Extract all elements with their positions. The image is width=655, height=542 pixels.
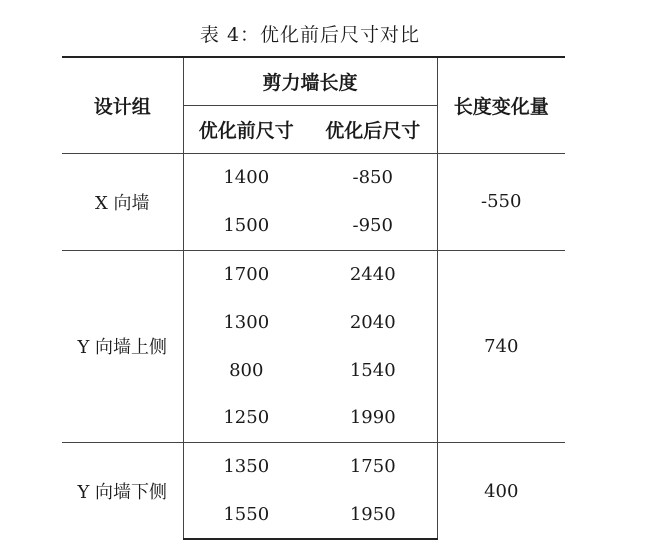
size-comparison-table <box>62 56 565 540</box>
after-cell: 1950 <box>309 491 437 540</box>
before-cell: 1500 <box>223 215 270 237</box>
group-name-cell: Y 向墙上侧 <box>62 250 183 442</box>
before-cell: 800 <box>229 359 264 381</box>
table-caption: 表 4：优化前后尺寸对比 <box>199 24 421 46</box>
after-cell: -850 <box>309 154 437 202</box>
after-cell: 1540 <box>309 346 437 394</box>
header-wall-length: 剪力墙长度 <box>183 57 437 106</box>
header-design-group: 设计组 <box>62 57 183 154</box>
table-row <box>62 442 565 490</box>
after-cell: -950 <box>309 202 437 250</box>
table-row <box>62 154 565 202</box>
table-row <box>62 250 565 298</box>
group-name-cell: X 向墙 <box>62 154 183 251</box>
header-before-size: 优化前尺寸 <box>183 106 309 154</box>
group-name-cell: Y 向墙下侧 <box>62 442 183 539</box>
before-cell: 1250 <box>223 407 270 429</box>
change-cell: -550 <box>437 154 565 251</box>
before-cell: 1700 <box>183 250 309 298</box>
header-after-size: 优化后尺寸 <box>309 106 437 154</box>
change-cell: 400 <box>437 442 565 539</box>
after-cell: 2440 <box>309 250 437 298</box>
after-cell: 1750 <box>309 442 437 490</box>
before-cell: 1350 <box>183 442 309 490</box>
before-cell: 1400 <box>183 154 309 202</box>
header-length-change: 长度变化量 <box>437 57 565 154</box>
before-cell: 1550 <box>183 491 309 540</box>
after-cell: 1990 <box>309 394 437 442</box>
change-cell: 740 <box>437 250 565 442</box>
before-cell: 1300 <box>223 311 270 333</box>
after-cell: 2040 <box>309 298 437 346</box>
